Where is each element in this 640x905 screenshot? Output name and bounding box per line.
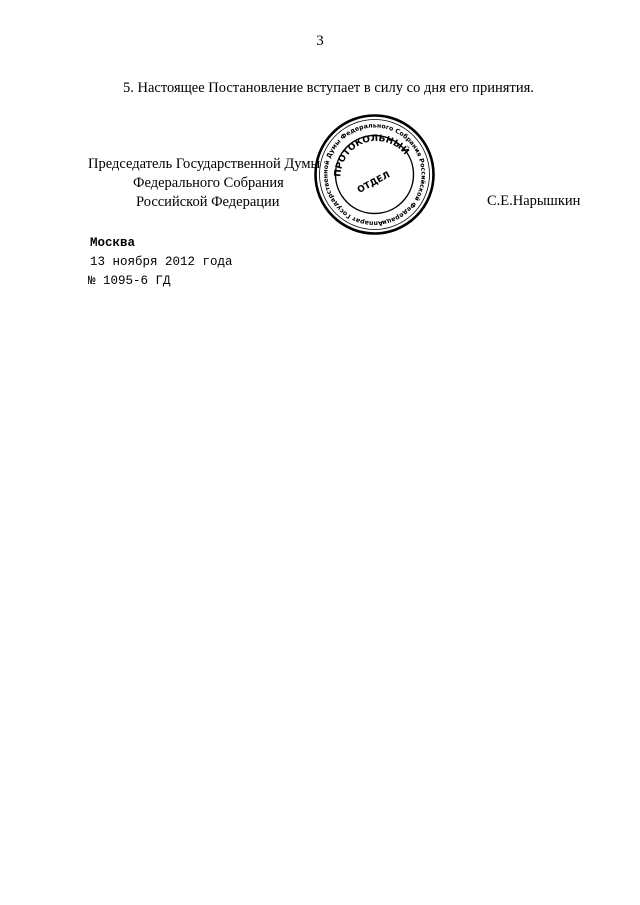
page-number: 3: [316, 33, 324, 49]
signatory-title-line1: Председатель Государственной Думы: [88, 156, 321, 172]
stamp-inner-line1-path: ПРОТОКОЛЬНЫЙ: [333, 133, 411, 178]
issue-number: № 1095-6 ГД: [88, 274, 171, 288]
signatory-title-line2: Федерального Собрания: [133, 175, 284, 191]
issue-date: 13 ноября 2012 года: [90, 255, 233, 269]
signer-name: С.Е.Нарышкин: [487, 193, 581, 209]
issue-city: Москва: [90, 236, 136, 250]
official-stamp: [313, 113, 436, 236]
clause-5: 5. Настоящее Постановление вступает в силу со дня его принятия.: [123, 80, 534, 96]
stamp-inner-line2: ОТДЕЛ: [356, 170, 392, 196]
signatory-title-line3: Российской Федерации: [136, 194, 280, 210]
stamp-outer-textpath: Аппарат Государственной Думы Федерального Собрания Российской Федерации: [322, 122, 427, 227]
issue-block: [90, 234, 233, 291]
stamp-inner-line1: [333, 134, 412, 177]
signatory-title: [88, 155, 320, 212]
